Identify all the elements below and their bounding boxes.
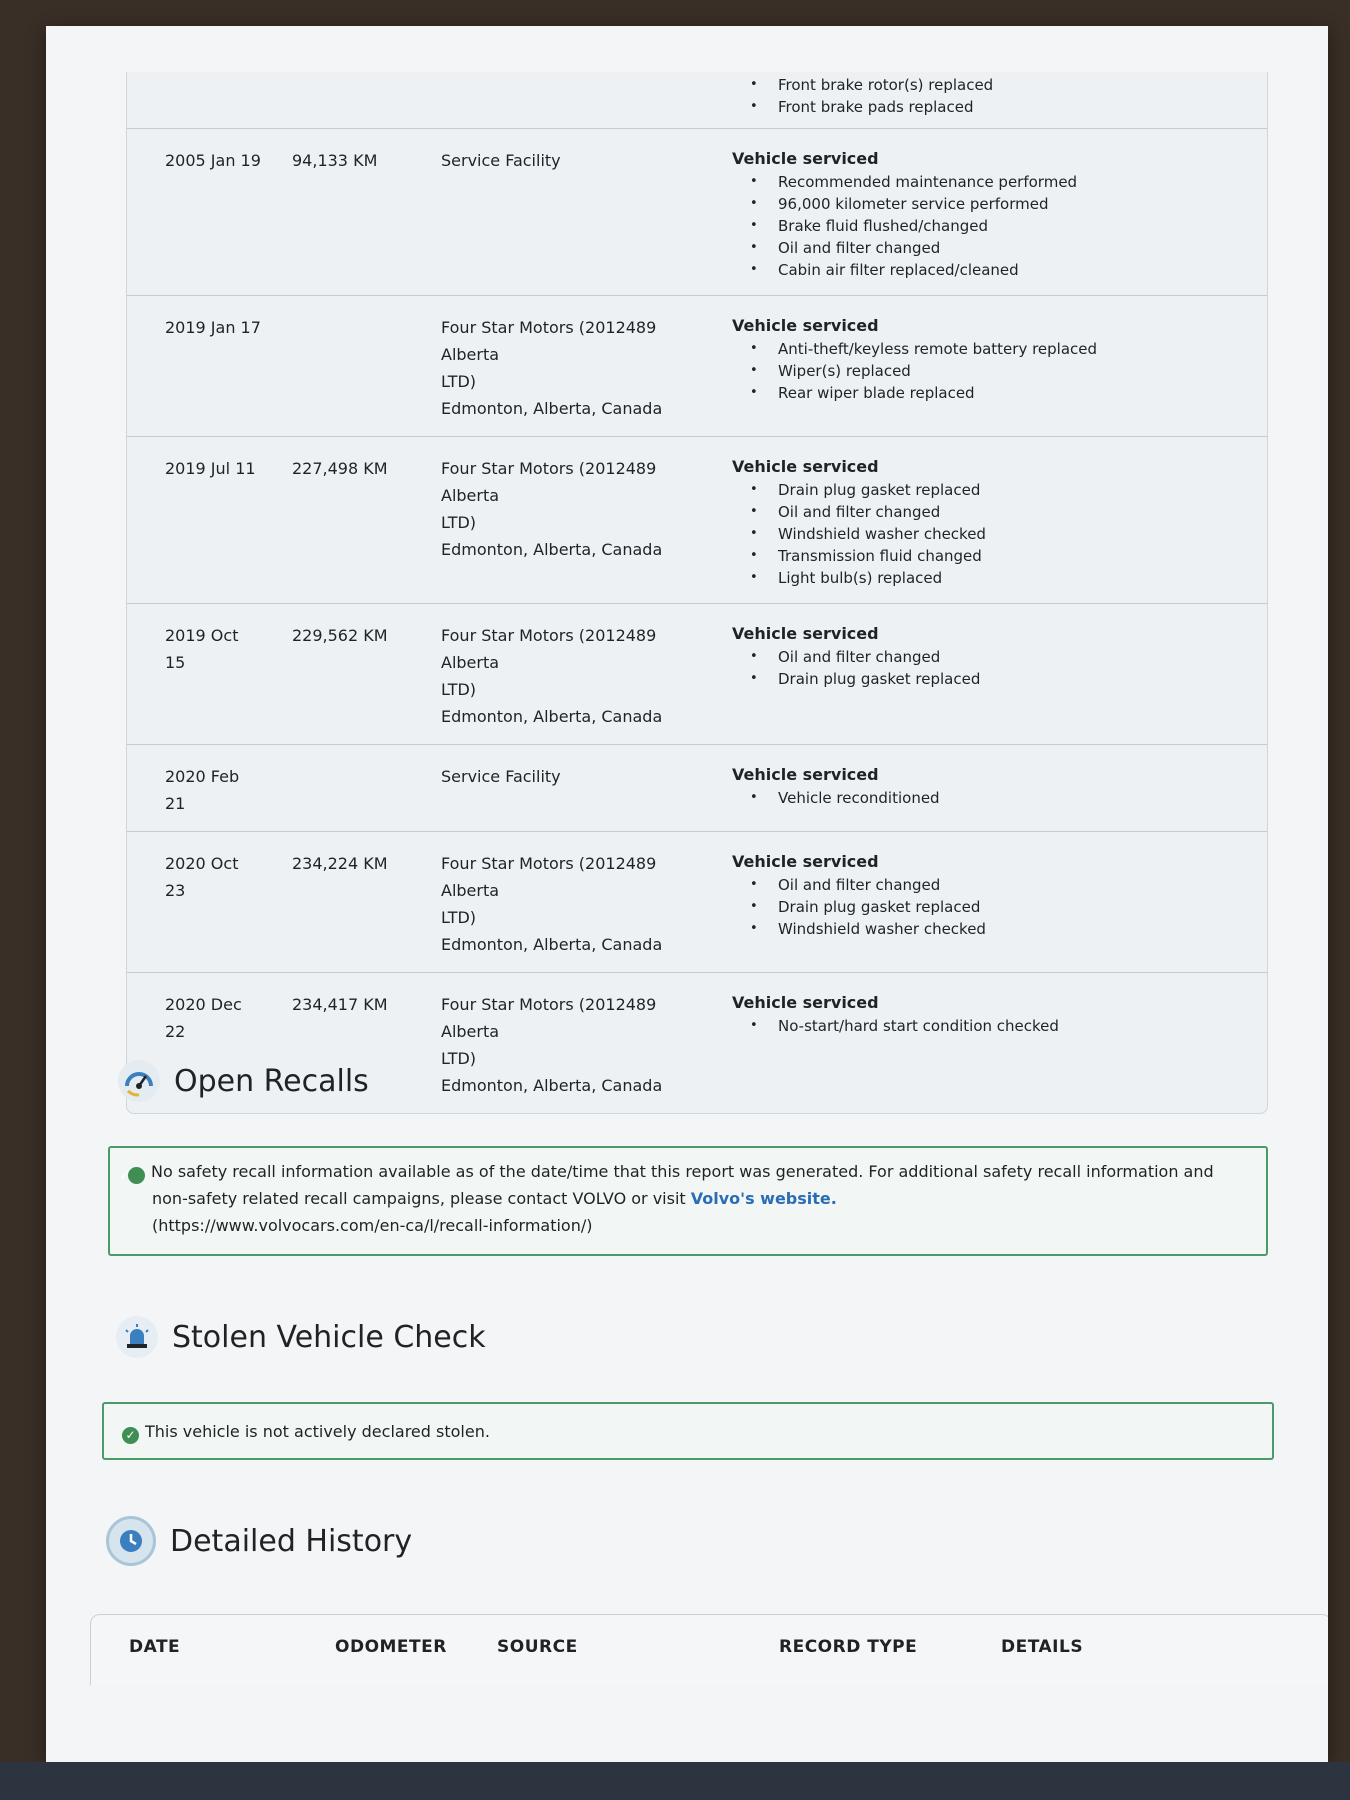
- detail-item: • 96,000 kilometer service performed: [732, 193, 1267, 215]
- record-source: [407, 850, 712, 958]
- record-source: [407, 147, 712, 281]
- record-source: [407, 455, 712, 589]
- source-line: Four Star Motors (2012489 Alberta: [441, 318, 657, 364]
- open-recalls-title: Open Recalls: [174, 1063, 369, 1099]
- recall-message: No safety recall information available as of the date/time that this report was generated. For additional safety recall information and non-safety related recall campaigns, please contact VOLVO or visit: [151, 1162, 1214, 1208]
- record-source: [407, 622, 712, 730]
- record-date: 2020 Oct 23: [165, 854, 239, 900]
- detail-item: • No-start/hard start condition checked: [732, 1015, 1267, 1037]
- table-row: [127, 72, 1267, 128]
- detailed-history-table: [90, 1614, 1328, 1685]
- source-line: LTD): [441, 1049, 477, 1068]
- open-recalls-heading: [118, 1060, 369, 1102]
- table-row: [127, 436, 1267, 603]
- record-odometer: 227,498 KM: [292, 459, 388, 478]
- record-details: [712, 314, 1267, 422]
- detail-item: • Anti-theft/keyless remote battery replaced: [732, 338, 1267, 360]
- record-odometer: [262, 74, 407, 118]
- record-date: 2020 Feb 21: [165, 767, 240, 813]
- details-list: [732, 787, 1267, 809]
- detail-item: • Windshield washer checked: [732, 918, 1267, 940]
- detail-item: • Brake fluid flushed/changed: [732, 215, 1267, 237]
- source-line: Edmonton, Alberta, Canada: [441, 399, 663, 418]
- record-type: Vehicle serviced: [732, 316, 879, 335]
- source-line: Edmonton, Alberta, Canada: [441, 540, 663, 559]
- check-circle-icon: ✓: [128, 1167, 145, 1184]
- record-details: [712, 147, 1267, 281]
- details-list: [732, 646, 1267, 690]
- record-odometer: [262, 763, 407, 817]
- source-line: LTD): [441, 513, 477, 532]
- detail-item: • Cabin air filter replaced/cleaned: [732, 259, 1267, 281]
- details-list: [732, 1015, 1267, 1037]
- recall-gauge-icon: [118, 1060, 160, 1102]
- check-circle-icon: ✓: [122, 1427, 139, 1444]
- recall-url: (https://www.volvocars.com/en-ca/l/recall-information/): [152, 1216, 593, 1235]
- detail-item: • Windshield washer checked: [732, 523, 1267, 545]
- record-details: [712, 850, 1267, 958]
- record-source: [407, 74, 712, 118]
- detail-item: • Drain plug gasket replaced: [732, 668, 1267, 690]
- detail-item: • Front brake pads replaced: [732, 96, 1267, 118]
- detail-item: • Front brake rotor(s) replaced: [732, 74, 1267, 96]
- source-line: Edmonton, Alberta, Canada: [441, 1076, 663, 1095]
- source-line: Four Star Motors (2012489 Alberta: [441, 854, 657, 900]
- col-odometer: ODOMETER: [335, 1637, 447, 1657]
- stolen-check-heading: [116, 1316, 486, 1358]
- alarm-light-icon: [116, 1316, 158, 1358]
- source-line: Service Facility: [441, 767, 561, 786]
- record-source: [407, 763, 712, 817]
- detail-item: • Oil and filter changed: [732, 237, 1267, 259]
- stolen-check-box: [102, 1402, 1274, 1460]
- source-line: Edmonton, Alberta, Canada: [441, 935, 663, 954]
- detail-item: • Transmission fluid changed: [732, 545, 1267, 567]
- record-source: [407, 314, 712, 422]
- record-type: Vehicle serviced: [732, 149, 879, 168]
- record-date: 2020 Dec 22: [165, 995, 242, 1041]
- col-record-type: RECORD TYPE: [779, 1637, 918, 1657]
- record-details: [712, 622, 1267, 730]
- detail-item: • Wiper(s) replaced: [732, 360, 1267, 382]
- detail-item: • Drain plug gasket replaced: [732, 479, 1267, 501]
- record-date: [127, 74, 262, 118]
- col-date: DATE: [129, 1637, 181, 1657]
- source-line: LTD): [441, 372, 477, 391]
- record-odometer: 234,224 KM: [292, 854, 388, 873]
- desk-background: [0, 1762, 1350, 1800]
- details-list: [732, 479, 1267, 589]
- source-line: LTD): [441, 908, 477, 927]
- record-date: 2019 Jul 11: [165, 459, 256, 478]
- source-line: Service Facility: [441, 151, 561, 170]
- record-details: [712, 74, 1267, 118]
- table-row: [127, 295, 1267, 436]
- stolen-message: This vehicle is not actively declared stolen.: [145, 1422, 490, 1441]
- source-line: Four Star Motors (2012489 Alberta: [441, 995, 657, 1041]
- record-odometer: [262, 314, 407, 422]
- source-line: Four Star Motors (2012489 Alberta: [441, 459, 657, 505]
- table-row: [127, 603, 1267, 744]
- record-type: Vehicle serviced: [732, 624, 879, 643]
- service-history-table: [126, 72, 1268, 1114]
- table-row: [127, 128, 1267, 295]
- source-line: Edmonton, Alberta, Canada: [441, 707, 663, 726]
- detail-item: • Oil and filter changed: [732, 501, 1267, 523]
- record-type: Vehicle serviced: [732, 993, 879, 1012]
- record-details: [712, 991, 1267, 1099]
- detailed-history-title: Detailed History: [170, 1523, 413, 1559]
- details-list: [732, 874, 1267, 940]
- detail-item: • Oil and filter changed: [732, 646, 1267, 668]
- open-recalls-box: [108, 1146, 1268, 1256]
- record-type: Vehicle serviced: [732, 457, 879, 476]
- record-type: Vehicle serviced: [732, 852, 879, 871]
- record-details: [712, 763, 1267, 817]
- table-row: [127, 744, 1267, 831]
- detail-item: • Drain plug gasket replaced: [732, 896, 1267, 918]
- record-odometer: 94,133 KM: [292, 151, 378, 170]
- detail-item: • Vehicle reconditioned: [732, 787, 1267, 809]
- detail-item: • Recommended maintenance performed: [732, 171, 1267, 193]
- table-row: [127, 831, 1267, 972]
- record-details: [712, 455, 1267, 589]
- history-clock-icon: [106, 1516, 156, 1566]
- report-page: [46, 26, 1328, 1762]
- details-list: [732, 74, 1267, 118]
- col-details: DETAILS: [1001, 1637, 1084, 1657]
- record-type: Vehicle serviced: [732, 765, 879, 784]
- record-odometer: 234,417 KM: [292, 995, 388, 1014]
- detail-item: • Light bulb(s) replaced: [732, 567, 1267, 589]
- detailed-history-heading: [106, 1516, 412, 1566]
- details-list: [732, 338, 1267, 404]
- source-line: Four Star Motors (2012489 Alberta: [441, 626, 657, 672]
- volvo-website-link[interactable]: Volvo's website.: [690, 1189, 837, 1208]
- details-list: [732, 171, 1267, 281]
- stolen-check-title: Stolen Vehicle Check: [172, 1319, 486, 1355]
- record-odometer: 229,562 KM: [292, 626, 388, 645]
- detail-item: • Rear wiper blade replaced: [732, 382, 1267, 404]
- record-date: 2019 Jan 17: [165, 318, 261, 337]
- record-date: 2019 Oct 15: [165, 626, 239, 672]
- detail-item: • Oil and filter changed: [732, 874, 1267, 896]
- col-source: SOURCE: [497, 1637, 578, 1657]
- source-line: LTD): [441, 680, 477, 699]
- record-date: 2005 Jan 19: [165, 151, 261, 170]
- record-source: [407, 991, 712, 1099]
